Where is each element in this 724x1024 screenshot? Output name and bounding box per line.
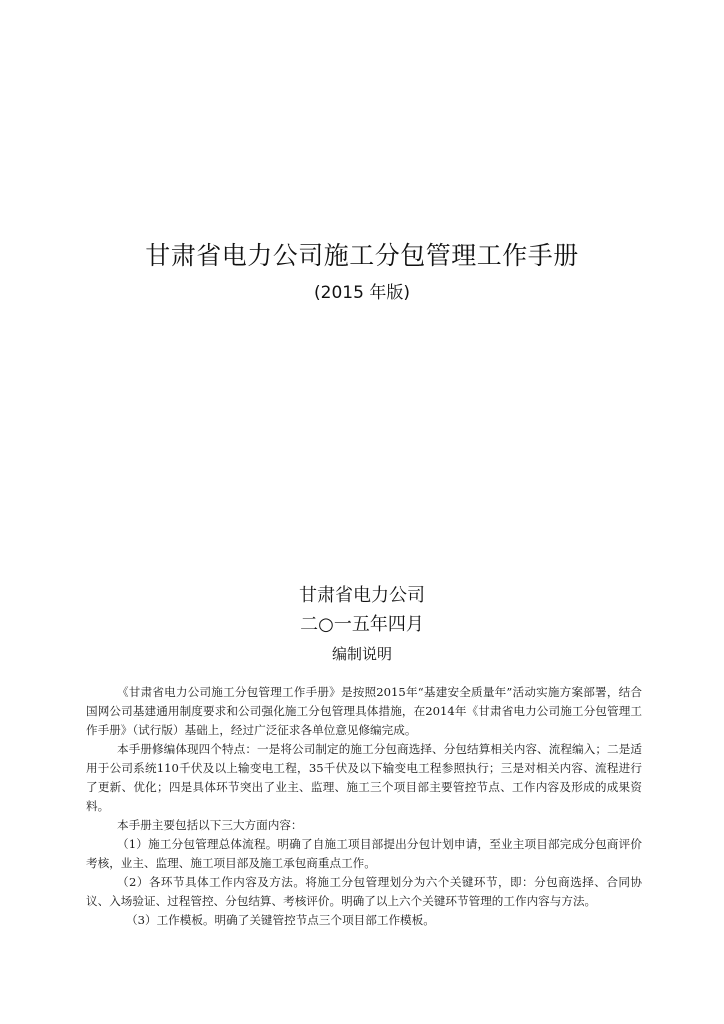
document-edition: (2015 年版) bbox=[314, 283, 410, 303]
issuing-company: 甘肃省电力公司 bbox=[299, 585, 425, 606]
issue-date: 二○一五年四月 bbox=[300, 614, 424, 635]
paragraph-features: 本手册修编体现四个特点：一是将公司制定的施工分包商选择、分包结算相关内容、流程编入；二是适用于公司系统110千伏及以上输变电工程，35千伏及以下输变电工程参照执行；三是对相关内容、流程进行了更新、优化；四是具体环节突出了业主、监理、施工三个项目部主要管控节点、工作内容及形成的成果资料。 bbox=[86, 742, 642, 813]
document-title: 甘肃省电力公司施工分包管理工作手册 bbox=[145, 241, 579, 270]
list-item-3: （3）工作模板。明确了关键管控节点三个项目部工作模板。 bbox=[126, 913, 435, 927]
document-body bbox=[86, 683, 642, 930]
list-item-2: （2）各环节具体工作内容及方法。将施工分包管理划分为六个关键环节，即：分包商选择、合同协议、入场验证、过程管控、分包结算、考核评价。明确了以上六个关键环节管理的工作内容与方法。 bbox=[86, 875, 642, 908]
paragraph-contents: 本手册主要包括以下三大方面内容： bbox=[117, 818, 303, 832]
list-item-1: （1）施工分包管理总体流程。明确了自施工项目部提出分包计划申请，至业主项目部完成分包商评价考核，业主、监理、施工项目部及施工承包商重点工作。 bbox=[86, 837, 642, 870]
paragraph-intro: 《甘肃省电力公司施工分包管理工作手册》是按照2015年“基建安全质量年”活动实施方案部署，结合国网公司基建通用制度要求和公司强化施工分包管理具体措施，在2014年《甘肃省电力公司施工分包管理工作手册》（试行版）基础上，经过广泛征求各单位意见修编完成。 bbox=[86, 685, 642, 737]
section-heading: 编制说明 bbox=[331, 645, 392, 663]
